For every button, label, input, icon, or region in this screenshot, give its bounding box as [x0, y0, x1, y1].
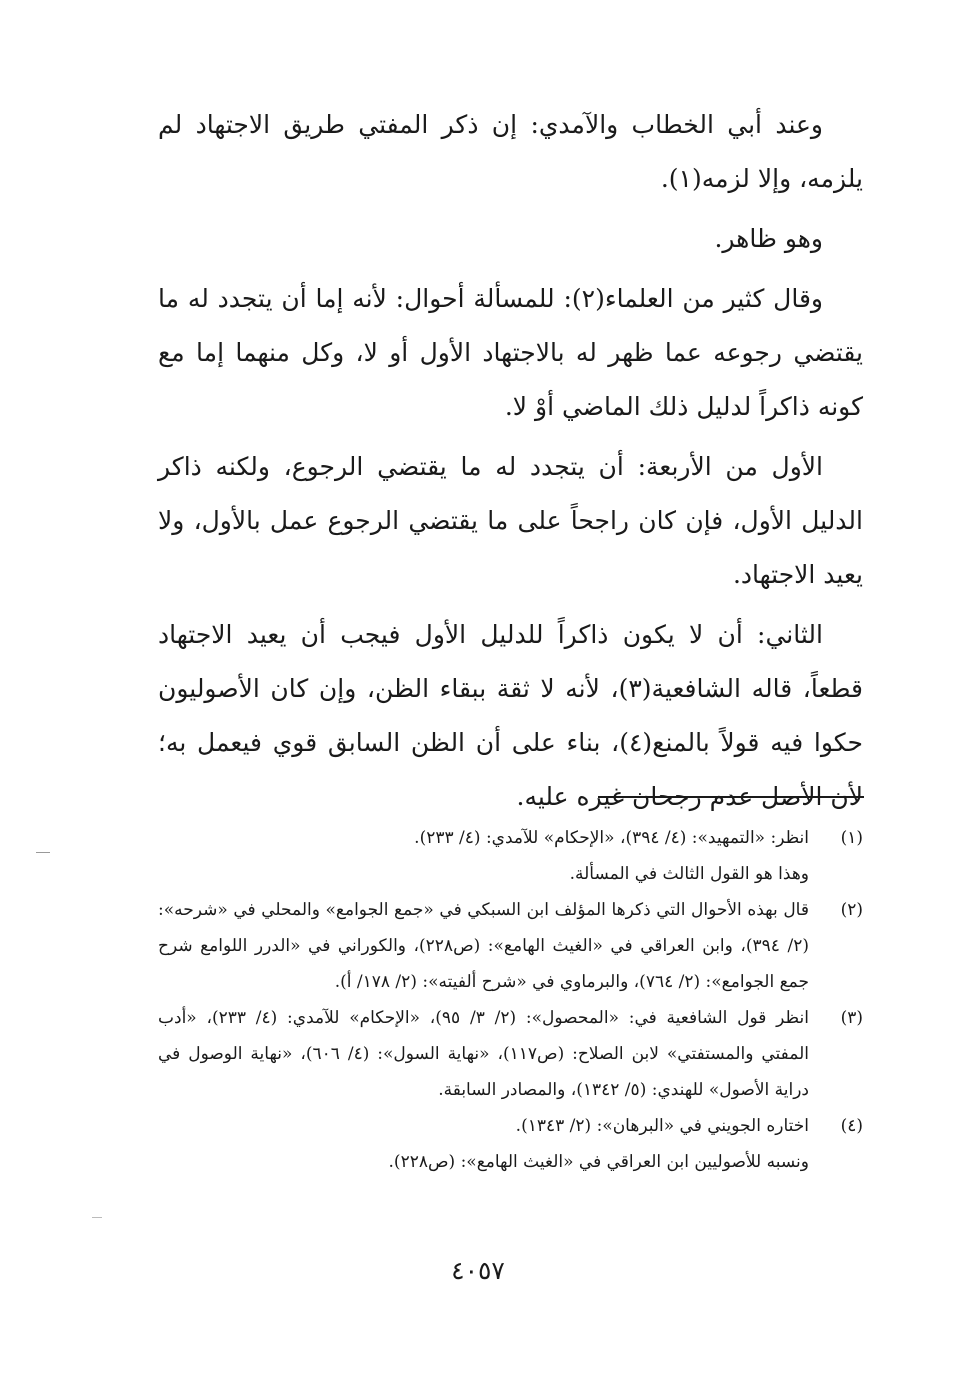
footnote-1: [158, 820, 863, 892]
footnote-number: (٤): [840, 1116, 863, 1136]
footnote-body: [158, 820, 809, 892]
footnote-2: [158, 892, 863, 1000]
main-text: [158, 98, 863, 830]
footnote-3: [158, 1000, 863, 1108]
footnotes: [158, 820, 863, 1180]
footnote-body: [158, 1108, 809, 1180]
footnote-line: انظر قول الشافعية في: «المحصول»: (٢/ ٣/ ٩٥)، «الإحكام» للآمدي: (٤/ ٢٣٣)، «أدب المفتي والمستفتي» لابن الصلاح: (ص١١٧)، «نهاية السول»: (٤/ ٦٠٦)، «نهاية الوصول في دراية الأصول» للهندي: (٥/ ١٣٤٢)، والمصادر السابقة.: [158, 1008, 810, 1100]
footnote-line: ونسبه للأصوليين ابن العراقي في «الغيث الهامع»: (ص٢٢٨).: [388, 1152, 809, 1172]
footnote-line: انظر: «التمهيد»: (٤/ ٣٩٤)، «الإحكام» للآمدي: (٤/ ٢٣٣).: [414, 828, 809, 848]
footnote-separator: [598, 796, 864, 798]
page-number: ٤٠٥٧: [451, 1256, 505, 1285]
paragraph: الثاني: أن لا يكون ذاكراً للدليل الأول فيجب أن يعيد الاجتهاد قطعاً، قاله الشافعية(٣)، لأنه لا ثقة ببقاء الظن، وإن كان الأصوليون حكوا فيه قولاً بالمنع(٤)، بناء على أن الظن السابق قوي فيعمل به؛ لأن الأصل عدم رجحان غيره عليه.: [158, 620, 863, 811]
footnote-body: [158, 1000, 809, 1108]
footnote-body: [158, 892, 809, 1000]
scan-margin-mark: [36, 852, 50, 853]
paragraph: وقال كثير من العلماء(٢): للمسألة أحوال: لأنه إما أن يتجدد له ما يقتضي رجوعه عما ظهر له بالاجتهاد الأول أو لا، وكل منهما إما مع كونه ذاكراً لدليل ذلك الماضي أوْ لا.: [158, 284, 863, 421]
footnote-line: اختاره الجويني في «البرهان»: (٢/ ١٣٤٣).: [515, 1116, 809, 1136]
footnote-4: [158, 1108, 863, 1180]
footnote-line: وهذا هو القول الثالث في المسألة.: [569, 864, 809, 884]
scan-margin-mark: [92, 1217, 102, 1218]
paragraph: وهو ظاهر.: [714, 224, 823, 253]
footnote-number: (٣): [840, 1008, 863, 1028]
paragraph: وعند أبي الخطاب والآمدي: إن ذكر المفتي طريق الاجتهاد لم يلزمه، وإلا لزمه(١).: [158, 110, 863, 193]
paragraph: الأول من الأربعة: أن يتجدد له ما يقتضي الرجوع، ولكنه ذاكر الدليل الأول، فإن كان راجحاً على ما يقتضي الرجوع عمل بالأول، ولا يعيد الاجتهاد.: [158, 452, 863, 589]
footnote-line: قال بهذه الأحوال التي ذكرها المؤلف ابن السبكي في «جمع الجوامع» والمحلي في «شرحه»: (٢/ ٣٩٤)، وابن العراقي في «الغيث الهامع»: (ص٢٢٨)، والكوراني في «الدرر اللوامع شرح جمع الجوامع»: (٢/ ٧٦٤)، والبرماوي في «شرح ألفيته»: (٢/ ١٧٨/ أ).: [158, 900, 809, 992]
footnote-number: (٢): [840, 900, 863, 920]
footnote-number: (١): [840, 828, 863, 848]
